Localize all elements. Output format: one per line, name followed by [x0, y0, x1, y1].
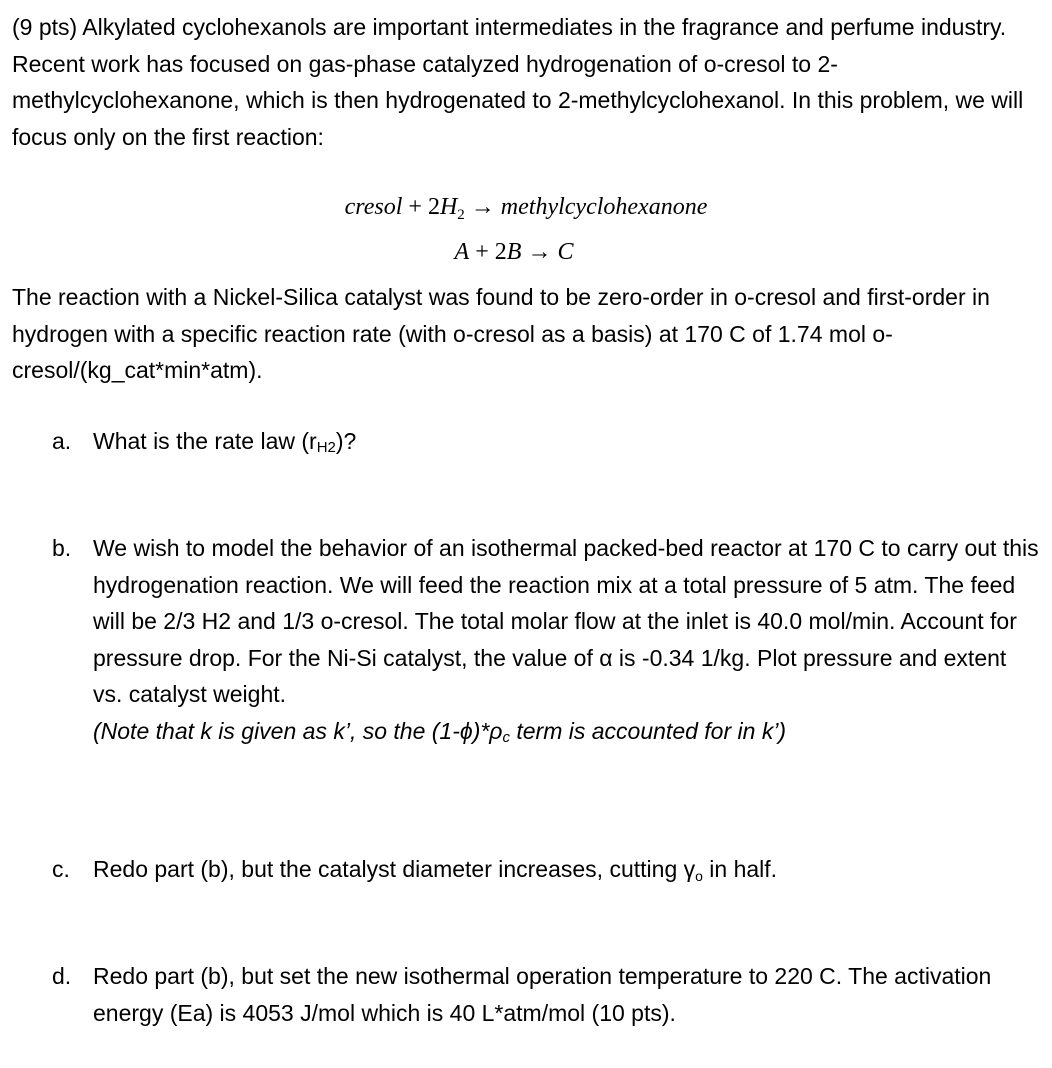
question-a-text [93, 423, 1042, 467]
intro-paragraph: (9 pts) Alkylated cyclohexanols are important intermediates in the fragrance and perfume industry. Recent work has focused on gas-phase catalyzed hydrogenation of o-cresol to 2-methylcyclohexanone, which is then hydrogenated to 2-methylcyclohexanol. In this problem, we will focus only on the first reaction: [12, 14, 1024, 150]
question-marker: c. [52, 856, 70, 882]
reaction-equation-names [0, 192, 1052, 230]
note-rho-subscript: c [502, 728, 510, 746]
reaction-arrow: → [521, 239, 558, 265]
note-text-mid: )*ρ [472, 717, 503, 744]
question-a-text-after: )? [335, 428, 357, 454]
reactant-cresol: cresol [344, 194, 403, 220]
species-b: B [506, 239, 522, 265]
question-b-body [93, 530, 1042, 756]
question-c-text-before: Redo part (b), but the catalyst diameter increases, cutting γ [93, 856, 696, 882]
question-b [52, 530, 1042, 756]
note-text-after: term is accounted for in k’) [509, 717, 787, 744]
question-marker: b. [52, 535, 72, 561]
question-b-text: We wish to model the behavior of an isothermal packed-bed reactor at 170 C to carry out this hydrogenation reaction. We will feed the reaction mix at a total pressure of 5 atm. The feed will be 2/3 H2 and 1/3 o-cresol. The total molar flow at the inlet is 40.0 mol/min. Account for pressure drop. For the Ni-Si catalyst, the value of α is -0.34 1/kg. Plot pressure and extent vs. catalyst weight. [93, 535, 1039, 707]
plus-sign: + [402, 194, 428, 220]
rate-subscript: H2 [316, 439, 336, 456]
question-a-text-before: What is the rate law (r [93, 428, 317, 454]
question-c-text-after: in half. [702, 856, 778, 882]
h2-coefficient: 2 [427, 194, 440, 220]
question-marker: a. [52, 428, 72, 454]
note-text-before: (Note that k is given as k’, so the (1- [93, 717, 460, 744]
b-coefficient: 2 [494, 239, 507, 265]
reaction-equation-letters [0, 237, 1040, 267]
question-c-text [93, 851, 1042, 895]
note-phi-symbol: ϕ [459, 717, 473, 744]
question-d-text: Redo part (b), but set the new isothermal operation temperature to 220 C. The activation energy (Ea) is 4053 J/mol which is 40 L*atm/mol (10 pts). [93, 963, 992, 1026]
question-c [52, 851, 1042, 895]
question-marker: d. [52, 963, 72, 989]
reaction-arrow: → [464, 194, 501, 220]
gamma-subscript: o [695, 868, 703, 884]
question-a [52, 423, 1042, 467]
h2-subscript: 2 [457, 207, 465, 223]
species-c: C [557, 239, 574, 265]
species-a: A [454, 239, 470, 265]
h2-species: H [439, 194, 458, 220]
product-name: methylcyclohexanone [500, 194, 708, 220]
plus-sign: + [469, 239, 495, 265]
question-d [52, 958, 1042, 1031]
reaction-description: The reaction with a Nickel-Silica catalyst was found to be zero-order in o-cresol and first-order in hydrogen with a specific reaction rate (with o-cresol as a basis) at 170 C of 1.74 mol o-cresol/(kg_cat*min*atm). [12, 284, 990, 383]
question-b-note [93, 713, 1042, 757]
